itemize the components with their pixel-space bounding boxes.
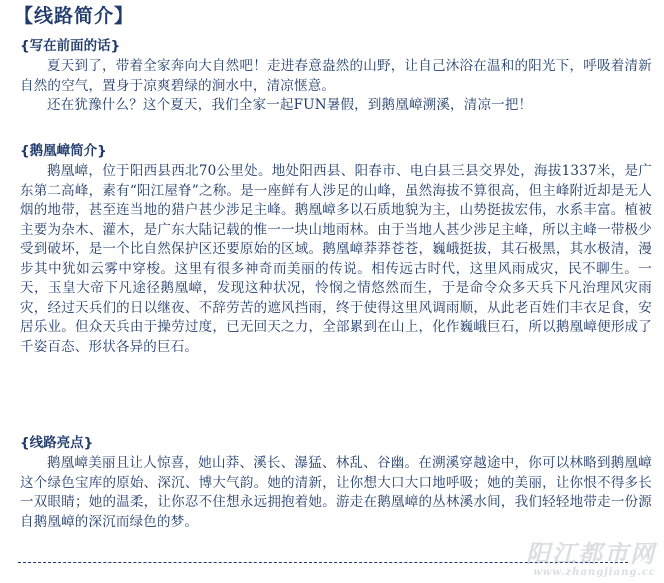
intro-paragraph-1: 夏天到了，带着全家奔向大自然吧！走进春意盎然的山野，让自己沐浴在温和的阳光下，呼吸着清新自然的空气，置身于凉爽碧绿的涧水中，清凉惬意。 bbox=[20, 58, 652, 94]
watermark-text: 阳江都市网 bbox=[526, 539, 656, 568]
watermark-url: www.zhangjiang.cc bbox=[533, 567, 656, 578]
section-highlights bbox=[20, 434, 652, 532]
section-heading-intro: {写在前面的话} bbox=[20, 38, 121, 54]
page-title: 【线路简介】 bbox=[14, 5, 135, 27]
section-intro bbox=[20, 37, 652, 116]
mountain-paragraph-1: 鹅凰嶂，位于阳西县西北70公里处。地处阳西县、阳春市、电白县三县交界处，海拔1337米，是广东第二高峰，素有“阳江屋脊”之称。是一座鲜有人涉足的山峰，虽然海拔不算很高，但主峰附近却是无人烟的地带，甚至连当地的猎户甚少涉足主峰。鹅凰嶂多以石质地貌为主，山势挺拔宏伟，水系丰富。植被主要为杂木、灌木，是广东大陆记载的惟一一块山地雨林。由于当地人甚少涉足主峰，所以主峰一带极少受到破坏，是一个比自然保护区还要原始的区域。鹅凰嶂莽莽苍苍，巍峨挺拔，其石极黑，其水极清，漫步其中犹如云雾中穿梭。这里有很多神奇而美丽的传说。相传远古时代，这里风雨成灾，民不聊生。一天，玉皇大帝下凡途径鹅凰嶂，发现这种状况，怜悯之情悠然而生，于是命令众多天兵下凡治理风灾雨灾，经过天兵们的日以继夜、不辞劳苦的遮风挡雨，终于使得这里风调雨顺，从此老百姓们丰衣足食，安居乐业。但众天兵由于操劳过度，已无回天之力，全部累到在山上，化作巍峨巨石，所以鹅凰嶂便形成了千姿百态、形状各异的巨石。 bbox=[20, 163, 652, 355]
section-mountain bbox=[20, 142, 652, 357]
section-heading-mountain: {鹅凰嶂简介} bbox=[20, 143, 107, 159]
site-watermark bbox=[526, 541, 656, 579]
intro-paragraph-2: 还在犹豫什么？这个夏天，我们全家一起FUN暑假，到鹅凰嶂溯溪，清凉一把！ bbox=[47, 97, 533, 113]
highlights-paragraph-1: 鹅凰嶂美丽且让人惊喜，她山莽、溪长、瀑猛、林乱、谷幽。在溯溪穿越途中，你可以林略到鹅凰嶂这个绿色宝库的原始、深沉、博大气韵。她的清新，让你想大口大口地呼吸；她的美丽，让你恨不得多长一双眼睛；她的温柔，让你忍不住想永远拥抱着她。游走在鹅凰嶂的丛林溪水间，我们轻轻地带走一份源自鹅凰嶂的深沉而绿色的梦。 bbox=[20, 455, 652, 530]
section-heading-highlights: {线路亮点} bbox=[20, 435, 94, 451]
